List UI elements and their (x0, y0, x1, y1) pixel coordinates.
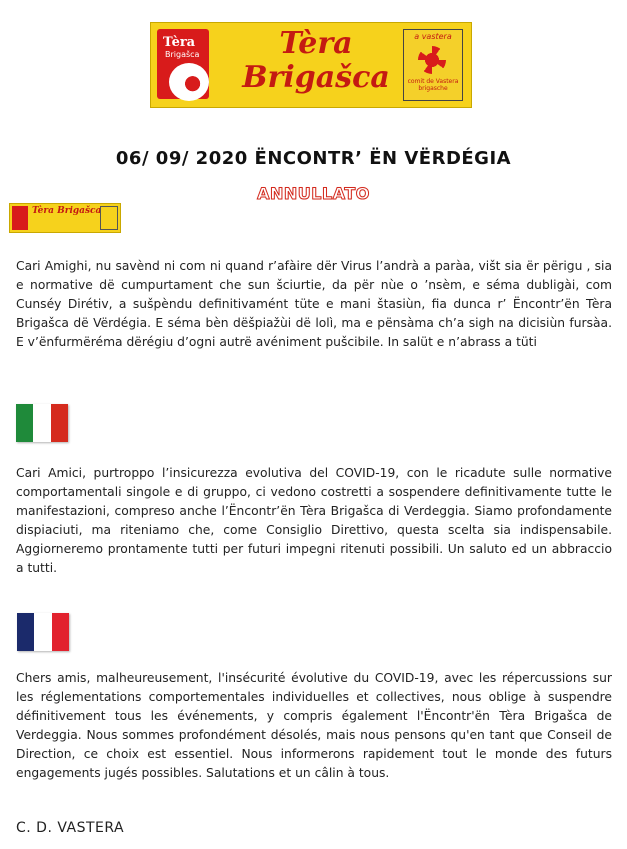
logo-left-line2: Brigašca (165, 50, 200, 59)
mini-vastera-icon (100, 206, 118, 230)
signature: C. D. VASTERA (16, 820, 125, 836)
a-vastera-logo (403, 29, 463, 101)
logo-left-line1: Tèra (163, 35, 196, 50)
a-vastera-label: a vastera (414, 32, 452, 41)
tera-brigasca-logo (157, 29, 215, 99)
header-banner (150, 22, 472, 108)
event-heading: 06/ 09/ 2020 ËNCONTR’ ËN VËRDÉGIA (115, 148, 512, 169)
france-flag-icon (17, 613, 69, 651)
a-vastera-footer: comit de Vastera brigasche (407, 78, 459, 92)
banner-title-line1: Tèra (279, 26, 353, 61)
sun-emblem-icon (418, 46, 446, 74)
wave-emblem-icon (169, 63, 209, 101)
banner-title (231, 27, 401, 95)
italy-flag-icon (16, 404, 68, 442)
cancelled-label: ANNULLATO (257, 184, 370, 203)
banner-title-line2: Brigašca (242, 60, 390, 95)
paragraph-french: Chers amis, malheureusement, l'insécurité évolutive du COVID-19, avec les répercussions sur les réglementations comportementales individuelles et collectives, nous oblige à suspendre définitivement tous les événements, y compris également l'Ëncontr'ën Tèra Brigašca de Verdeggia. Nous sommes profondément désolés, mais nous pensons qu'en tant que Conseil de Direction, ce choix est essentiel. Nous informerons rapidement tout le monde des futurs engagements jugés possibles. Salutations et un câlin à tous. (16, 671, 612, 780)
paragraph-brigasc: Cari Amighi, nu savènd ni com ni quand r’afàire dër Virus l’andrà a paràa, višt sia ër përigu , sia e normative dë cumpurtament che sun šciurtie, da për nùe o ’nsèm, e séma dubligài, com Cunséy Dirétiv, a sušpèndu definitivamént tüte e mani štasiùn, fia dunca r’ Ëncontr’ën Tèra Brigašca dë Vërdégia. E séma bèn dëšpiažùi dë lolì, ma e pënsàma ch’a sigh na dicisiùn fursàa. E v’ënfurmëréma dërégiu d’ogni autrë avéniment pušcibile. In salüt e n’abrass a tüti (16, 259, 612, 349)
mini-banner-text: Tèra Brigašca (32, 206, 102, 216)
paragraph-italian: Cari Amici, purtroppo l’insicurezza evolutiva del COVID-19, con le ricadute sulle normative comportamentali singole e di gruppo, ci vedono costretti a sospendere definitivamente tutte le manifestazioni, compreso anche l’Ëncontr’ën Tèra Brigašca di Verdeggia. Siamo profondamente dispiaciuti, ma riteniamo che, come Consiglio Direttivo, questa scelta sia indispensabile. Aggiorneremo prontamente tutti per futuri impegni ritenuti possibili. Un saluto ed un abbraccio a tutti. (16, 466, 612, 575)
mini-banner-logo (9, 203, 121, 233)
